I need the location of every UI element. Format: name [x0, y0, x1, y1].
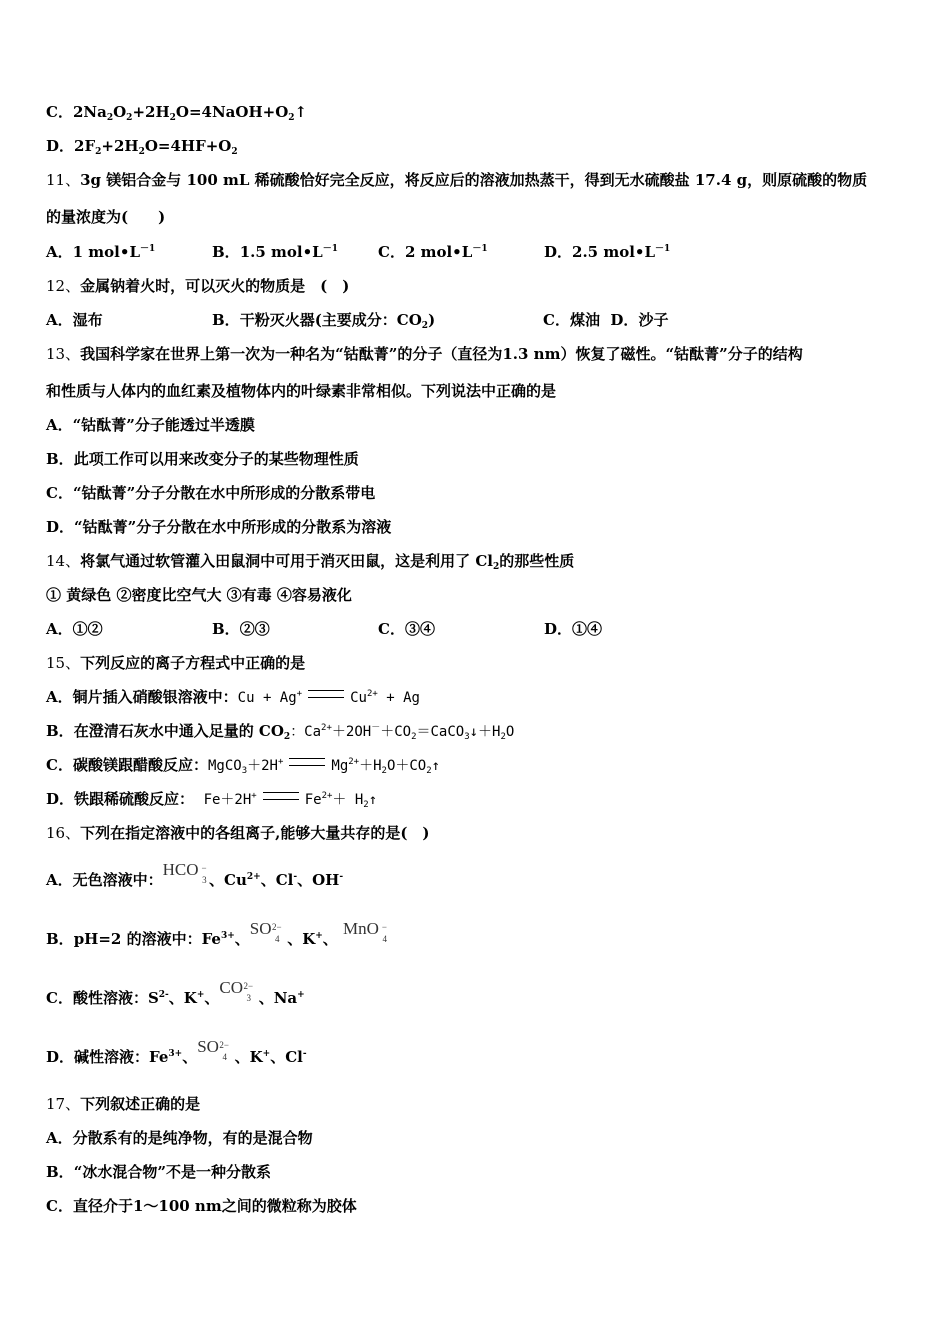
q12-options [46, 310, 668, 330]
q17-stem: 17、下列叙述正确的是 [46, 1095, 201, 1113]
q15-option-d: D．铁跟稀硫酸反应： Fe＋2H+ $Fe^{2+}+$ $H_2↑$ [46, 790, 378, 810]
q12-stem: 12、金属钠着火时，可以灭火的物质是 ( ) [46, 277, 350, 295]
q14-option-b: B．②③ [212, 620, 270, 638]
q16-option-b: B．pH=2 的溶液中：$Fe^{3+}$、SO 2− 4 、K+、 MnO − 4 [46, 919, 387, 948]
equals-double-line [289, 758, 325, 766]
q14-option-c: C．③④ [378, 620, 435, 638]
q14-options [46, 619, 602, 639]
q12-option-c: C．煤油 [543, 311, 600, 329]
q11-option-d: D．2.5 $mol•L^{-1}$ [544, 243, 671, 261]
equals-double-line [308, 690, 344, 698]
ion-so4: SO 2− 4 [249, 919, 282, 944]
q15-stem: 15、下列反应的离子方程式中正确的是 [46, 654, 306, 672]
ion-mno4: MnO − 4 [343, 919, 387, 944]
q11-option-c: C．2 $mol•L^{-1}$ [378, 243, 488, 261]
q13-option-b: B．此项工作可以用来改变分子的某些物理性质 [46, 450, 359, 468]
q14-stem: 14、将氯气通过软管灌入田鼠洞中可用于消灭田鼠，这是利用了 $Cl_2$的那些性质 [46, 552, 575, 572]
q14-option-a: A．①② [46, 620, 103, 638]
ion-hco3: HCO − 3 [162, 860, 207, 885]
q15-option-c: C．碳酸镁跟醋酸反应：MgCO$_3$＋2H+ $Mg^{2+}+H_2O+CO_2↑$ [46, 756, 441, 776]
q13-stem-line1: 13、我国科学家在世界上第一次为一种名为“钴酞菁”的分子（直径为1.3 nm）恢复了磁性。“钴酞菁”分子的结构 [46, 345, 803, 363]
q11-stem-line2: 的量浓度为( ) [46, 208, 166, 226]
q12-option-d: D．沙子 [610, 311, 669, 329]
q15-option-b: B．在澄清石灰水中通入足量的 $CO_2$：$Ca^{2+}+2OH^-+CO_2=CaCO_3↓+H_2O$ [46, 722, 515, 742]
q12-option-b: B．干粉灭火器(主要成分：$CO_2$) [212, 311, 436, 331]
q11-option-b: B．1.5 $mol•L^{-1}$ [212, 243, 338, 261]
q12-option-a: A．湿布 [46, 311, 103, 329]
q13-stem-line2: 和性质与人体内的血红素及植物体内的叶绿素非常相似。下列说法中正确的是 [46, 382, 557, 400]
q17-option-a: A．分散系有的是纯净物，有的是混合物 [46, 1129, 313, 1147]
q13-option-c: C．“钴酞菁”分子分散在水中所形成的分散系带电 [46, 484, 376, 502]
q11-options [46, 242, 670, 262]
ion-co3: CO 2− 3 [219, 978, 254, 1003]
q10-option-d: D．$2F_2+2H_2O=4HF+O_2$ [46, 137, 238, 157]
q13-option-a: A．“钴酞菁”分子能透过半透膜 [46, 416, 255, 434]
q16-option-d: D．碱性溶液：$Fe^{3+}$、SO 2− 4 、K+、Cl- [46, 1037, 307, 1066]
q14-properties: ① 黄绿色 ②密度比空气大 ③有毒 ④容易液化 [46, 586, 352, 604]
equals-double-line [263, 792, 299, 800]
q16-stem: 16、下列在指定溶液中的各组离子,能够大量共存的是( ) [46, 824, 430, 842]
q17-option-b: B．“冰水混合物”不是一种分散系 [46, 1163, 271, 1181]
q16-option-c: C．酸性溶液：$S^{2-}$、K+、CO 2− 3 、Na+ [46, 978, 305, 1007]
q13-option-d: D．“钴酞菁”分子分散在水中所形成的分散系为溶液 [46, 518, 392, 536]
q10-option-c: C．$2Na_2O_2+2H_2O=4NaOH+O_2↑$ [46, 103, 308, 123]
q16-option-a: A．无色溶液中：HCO − 3 、$Cu^{2+}$、Cl-、OH- [46, 860, 344, 889]
q14-option-d: D．①④ [544, 620, 603, 638]
q11-option-a: A．1 $mol•L^{-1}$ [46, 243, 156, 261]
ion-so4: SO 2− 4 [197, 1037, 229, 1062]
q15-option-a: A．铜片插入硝酸银溶液中：Cu + Ag+ $Cu^{2+} + Ag$ [46, 688, 420, 706]
q11-stem-line1: 11、3g 镁铝合金与 100 mL 稀硫酸恰好完全反应，将反应后的溶液加热蒸干，得到无水硫酸盐 17.4 g，则原硫酸的物质 [46, 171, 868, 189]
q17-option-c: C．直径介于1～100 nm之间的微粒称为胶体 [46, 1197, 357, 1215]
